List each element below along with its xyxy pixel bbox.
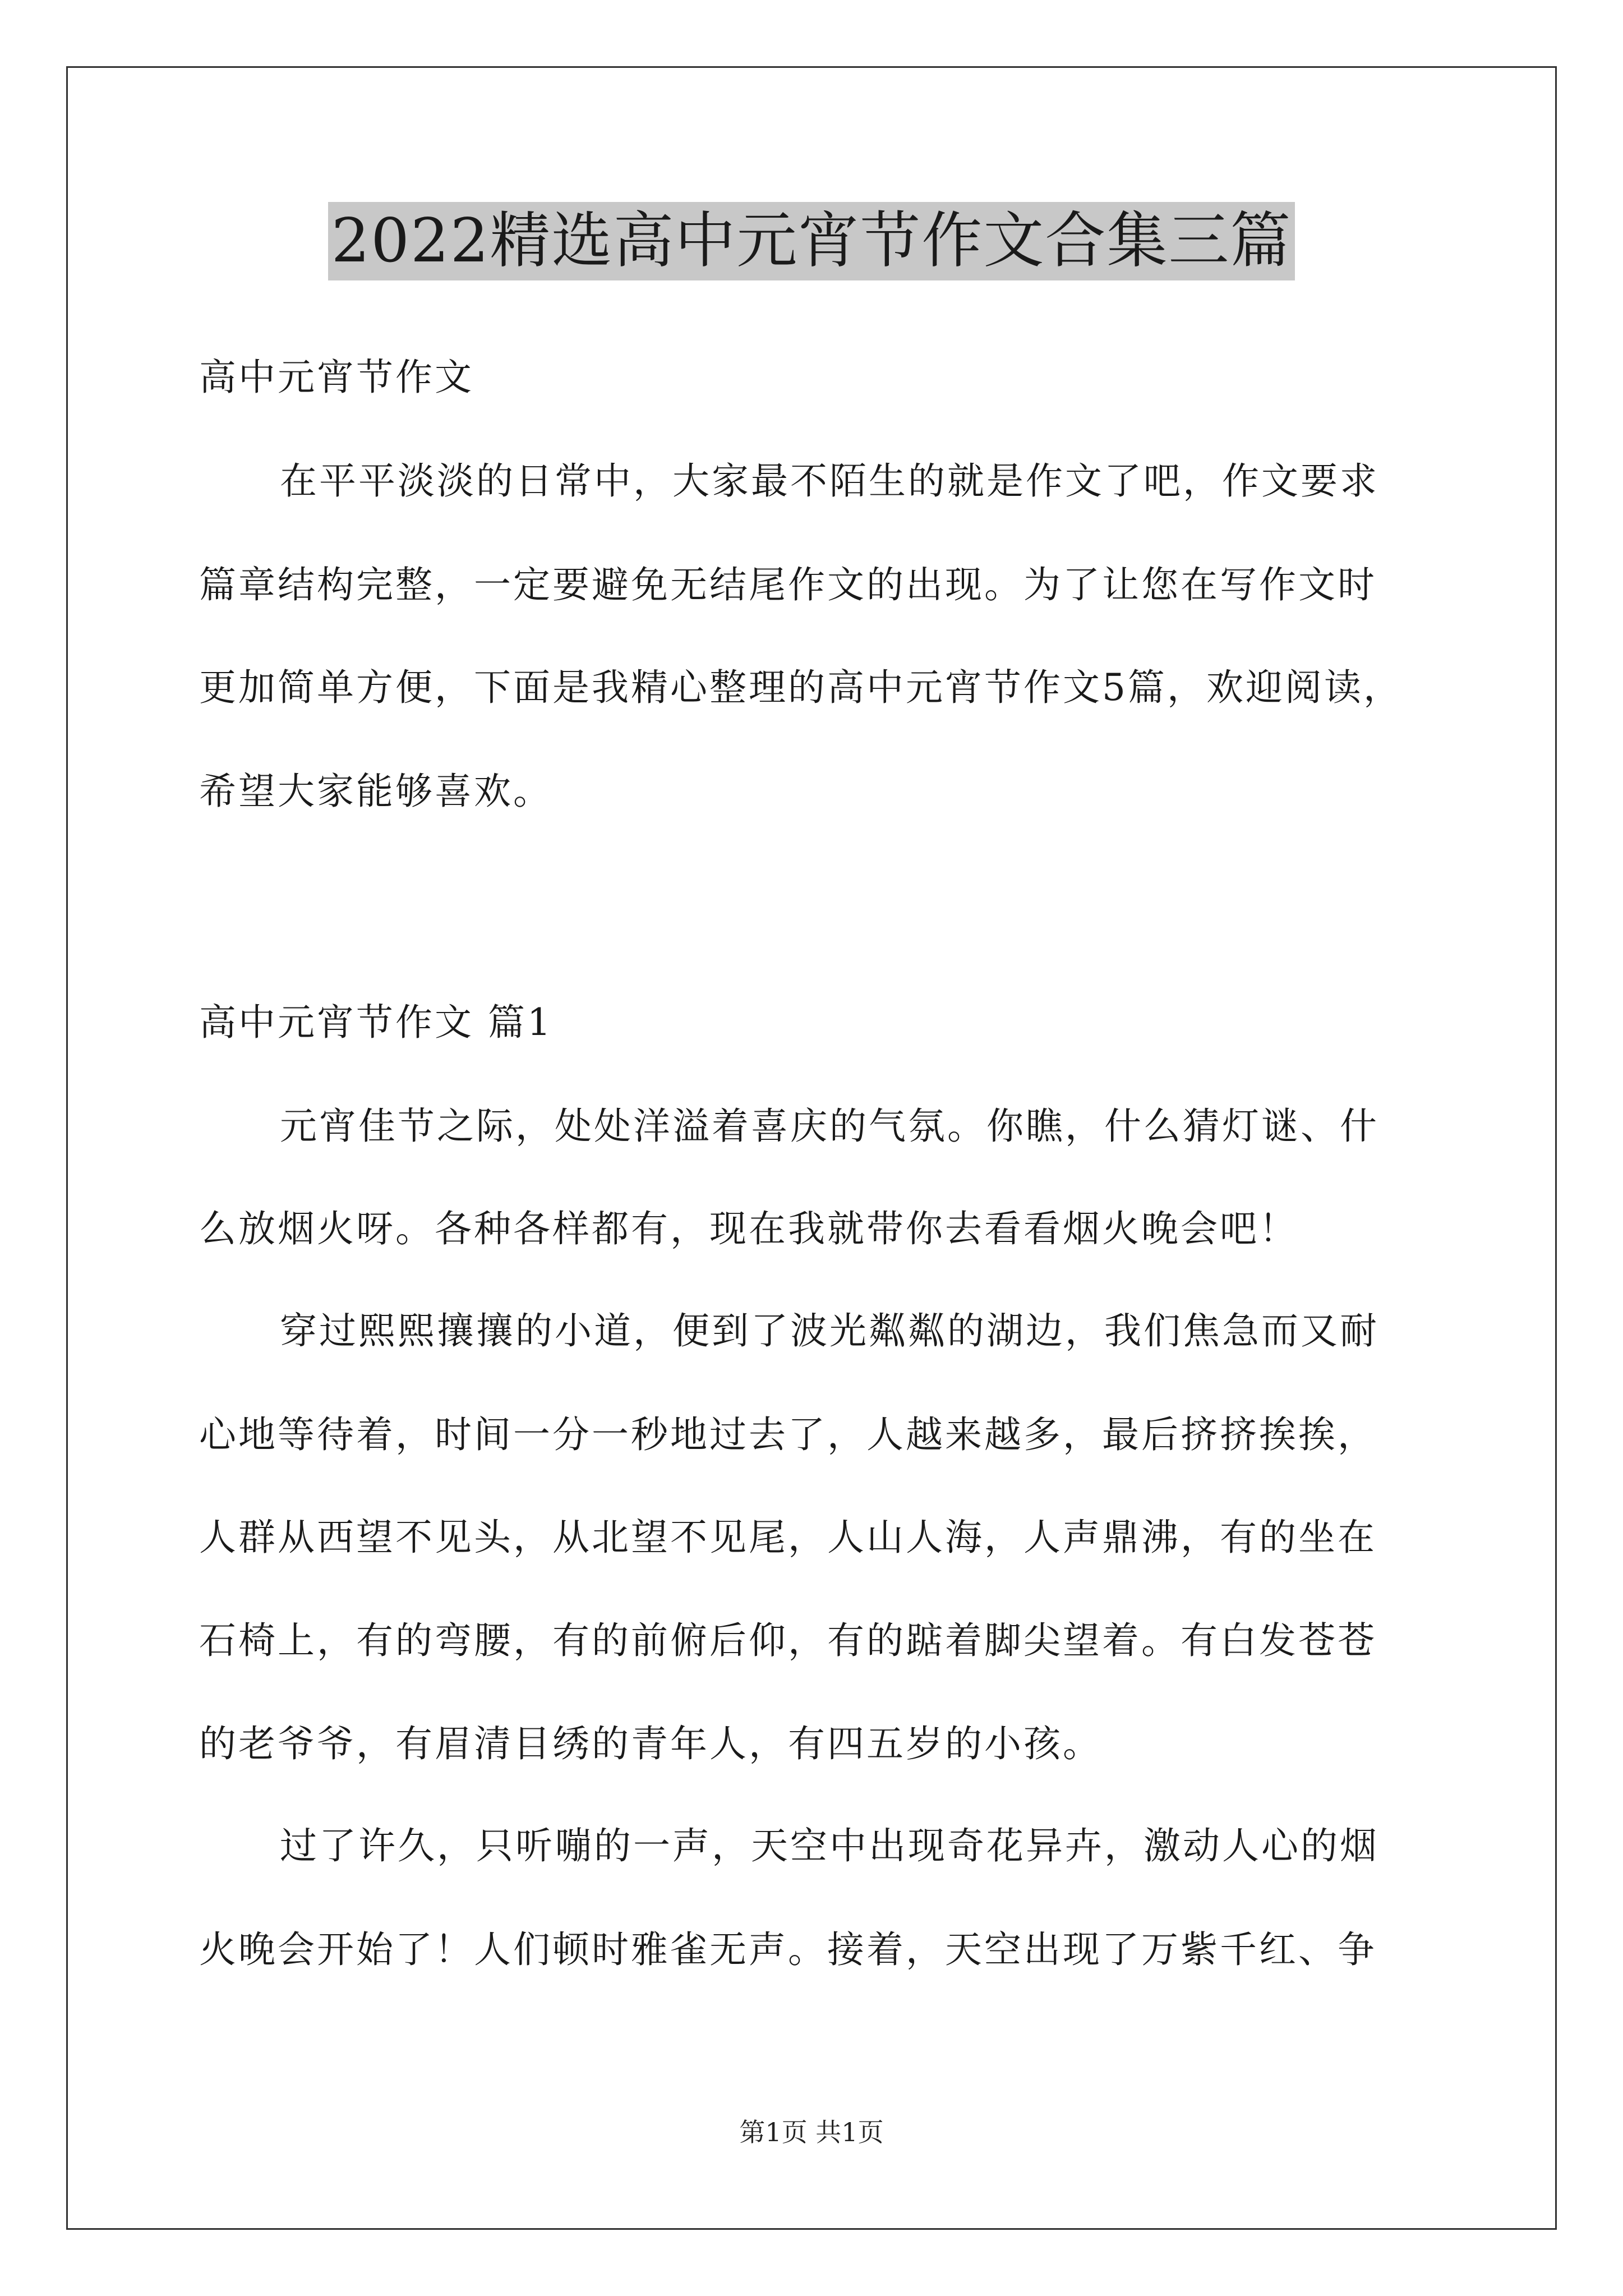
paragraph-line: 元宵佳节之际，处处洋溢着喜庆的气氛。你瞧，什么猜灯谜、什 bbox=[280, 1105, 1379, 1148]
paragraph-line: 人群从西望不见头，从北望不见尾，人山人海，人声鼎沸，有的坐在 bbox=[199, 1516, 1377, 1559]
paragraph-line: 么放烟火呀。各种各样都有，现在我就带你去看看烟火晚会吧！ bbox=[199, 1207, 1298, 1250]
paragraph-line: 石椅上，有的弯腰，有的前俯后仰，有的踮着脚尖望着。有白发苍苍 bbox=[199, 1619, 1377, 1662]
document-title-text: 2022精选高中元宵节作文合集三篇 bbox=[328, 202, 1295, 280]
paragraph-line: 穿过熙熙攘攘的小道，便到了波光粼粼的湖边，我们焦急而又耐 bbox=[280, 1309, 1379, 1352]
intro-line: 在平平淡淡的日常中，大家最不陌生的就是作文了吧，作文要求 bbox=[280, 459, 1379, 503]
paragraph-line: 的老爷爷，有眉清目绣的青年人，有四五岁的小孩。 bbox=[199, 1722, 1102, 1765]
page-footer: 第1页 共1页 bbox=[739, 2117, 884, 2147]
paragraph-line: 心地等待着，时间一分一秒地过去了，人越来越多，最后挤挤挨挨， bbox=[199, 1413, 1377, 1456]
section-heading: 高中元宵节作文 篇1 bbox=[199, 1001, 553, 1044]
intro-line: 更加简单方便，下面是我精心整理的高中元宵节作文5篇，欢迎阅读， bbox=[199, 666, 1403, 709]
paragraph-line: 火晚会开始了！人们顿时雅雀无声。接着，天空出现了万紫千红、争 bbox=[199, 1928, 1377, 1971]
document-title bbox=[0, 202, 1623, 280]
paragraph-line: 过了许久，只听嘣的一声，天空中出现奇花异卉，激动人心的烟 bbox=[280, 1824, 1379, 1867]
intro-line: 篇章结构完整，一定要避免无结尾作文的出现。为了让您在写作文时 bbox=[199, 563, 1377, 606]
intro-heading: 高中元宵节作文 bbox=[199, 356, 474, 399]
intro-line: 希望大家能够喜欢。 bbox=[199, 770, 552, 813]
